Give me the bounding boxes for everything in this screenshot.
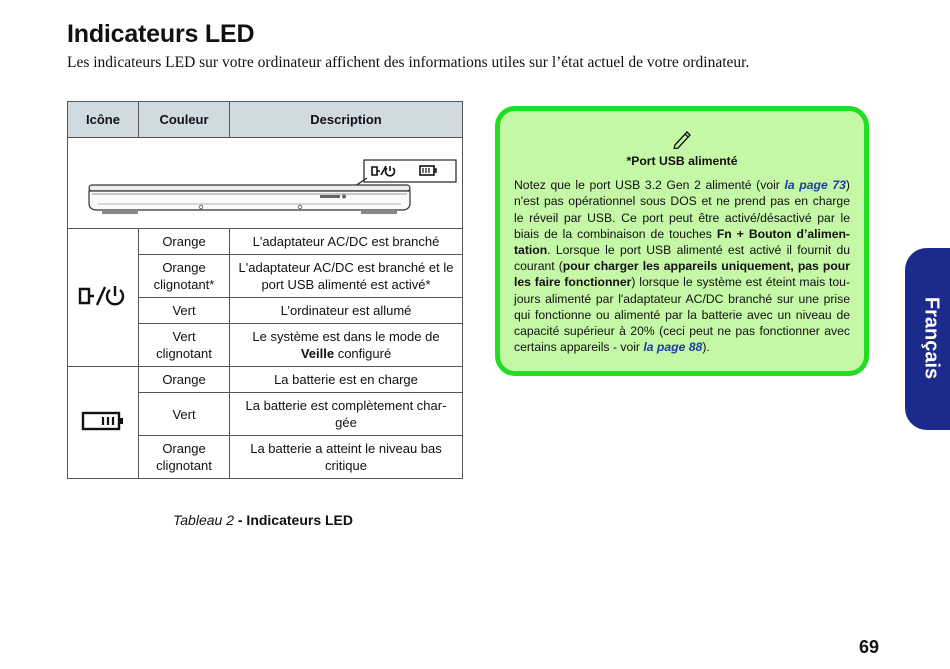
color-cell: Vert clignotant	[139, 324, 230, 367]
pencil-icon	[671, 129, 693, 149]
page-title: Indicateurs LED	[67, 20, 255, 48]
table-header-row	[68, 102, 463, 138]
caption-title: - Indicateurs LED	[233, 512, 354, 528]
laptop-front-icon	[68, 138, 462, 224]
description-cell: La batterie est complètement char-gée	[230, 393, 463, 436]
note-key-combo: Fn + Bouton d’alimen-tation	[514, 226, 850, 258]
color-cell: Orange	[139, 367, 230, 393]
description-cell: La batterie est en charge	[230, 367, 463, 393]
color-cell: Vert	[139, 298, 230, 324]
note-box	[495, 106, 869, 376]
description-cell	[230, 324, 463, 367]
led-table	[67, 101, 463, 479]
description-text: Le système est dans le mode de	[252, 329, 440, 344]
page-88-link[interactable]: la page 88	[643, 340, 703, 355]
note-text: ) n'est pas opérationnel sous DOS et ne prend pas en charge le réveil par USB. Ce port peut être activé/désactivé par le biais de la combinaison de touches	[514, 178, 850, 241]
description-cell: L'adaptateur AC/DC est branché et le port USB alimenté est activé*	[230, 255, 463, 298]
table-row	[68, 367, 463, 393]
note-text: Notez que le port USB 3.2 Gen 2 alimenté (voir	[514, 178, 785, 193]
color-cell: Orange clignotant	[139, 436, 230, 479]
table-row	[68, 229, 463, 255]
color-cell: Vert	[139, 393, 230, 436]
battery-icon	[68, 367, 139, 479]
description-bold: Veille	[300, 346, 335, 361]
laptop-front-illustration	[68, 138, 463, 229]
dc-in-power-icon	[68, 229, 139, 367]
description-cell: L’ordinateur est allumé	[230, 298, 463, 324]
page-number: 69	[859, 637, 880, 657]
note-title: *Port USB alimenté	[626, 154, 738, 168]
description-cell: L'adaptateur AC/DC est branché	[230, 229, 463, 255]
note-text: . Lorsque le port USB alimenté est activé il fournit du courant (	[514, 243, 850, 274]
note-body	[514, 177, 850, 355]
table-caption	[173, 512, 353, 528]
caption-label: Tableau 2	[173, 512, 234, 528]
note-text: ).	[702, 340, 710, 355]
note-text: ) lorsque le système est éteint mais tou-jours alimenté par l'adaptateur AC/DC branché sur une prise qui fonctionne ou alimenté par la batterie avec un niveau de capacité supérieur à 20% (ceci peut ne pas fonctionner avec certains appareils - voir	[514, 275, 851, 355]
front-view-row	[68, 138, 463, 229]
battery-icon-svg	[81, 410, 125, 432]
intro-paragraph: Les indicateurs LED sur votre ordinateur affichent des informations utiles sur l’état actuel de votre ordinateur.	[67, 54, 750, 71]
header-description: Description	[230, 102, 463, 138]
dc-in-power-icon-svg	[78, 283, 128, 309]
color-cell: Orange clignotant*	[139, 255, 230, 298]
page-73-link[interactable]: la page 73	[784, 178, 846, 193]
description-text: configuré	[334, 346, 392, 361]
description-cell: La batterie a atteint le niveau bas critique	[230, 436, 463, 479]
header-icon: Icône	[68, 102, 139, 138]
language-tab-label: Français	[920, 296, 943, 380]
note-emphasis: pour charger les appareils uniquement, pas pour les faire fonctionner	[514, 259, 850, 290]
header-color: Couleur	[139, 102, 230, 138]
color-cell: Orange	[139, 229, 230, 255]
